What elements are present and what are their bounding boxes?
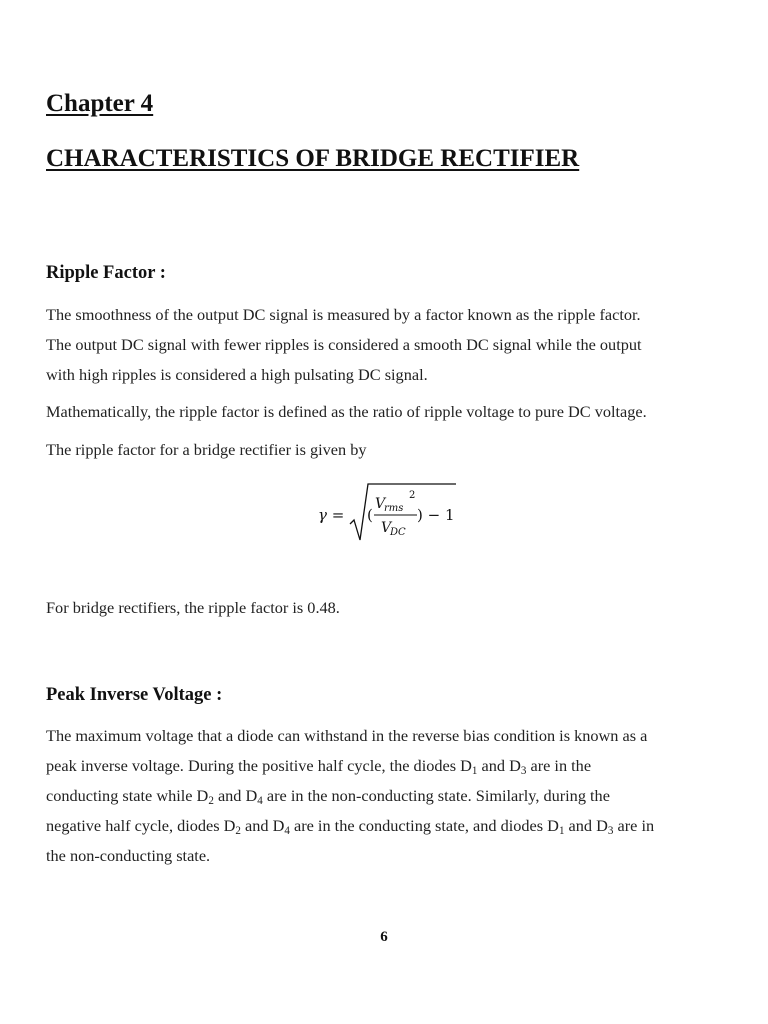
paragraph-line: The ripple factor for a bridge rectifier is given by: [46, 440, 367, 459]
paragraph-line: with high ripples is considered a high pulsating DC signal.: [46, 365, 428, 384]
paragraph-line: The maximum voltage that a diode can withstand in the reverse bias condition is known as a: [46, 726, 648, 745]
piv-paragraph: [46, 721, 726, 871]
formula-lhs: γ =: [318, 506, 345, 524]
ripple-factor-formula: [318, 478, 468, 542]
ripple-value-paragraph: [46, 593, 726, 623]
formula-numerator: V: [375, 496, 386, 512]
ripple-factor-paragraph: [46, 300, 726, 390]
ripple-definition-paragraph: [46, 397, 726, 427]
paragraph-line: negative half cycle, diodes $D_2$ and $D_4$ are in the conducting state, and diodes $D_1$ and $D_3$ are in: [46, 816, 655, 838]
paragraph-line: Mathematically, the ripple factor is defined as the ratio of ripple voltage to pure DC voltage.: [46, 402, 647, 421]
formula-exponent: 2: [409, 490, 416, 501]
paragraph-line: the non-conducting state.: [46, 846, 211, 865]
paragraph-line: For bridge rectifiers, the ripple factor is 0.48.: [46, 598, 340, 617]
formula-open-paren: (: [367, 506, 373, 524]
paragraph-line: conducting state while $D_2$ and $D_4$ are in the non-conducting state. Similarly, during the: [46, 786, 610, 808]
ripple-factor-heading: Ripple Factor :: [46, 263, 166, 283]
formula-denominator-sub: DC: [390, 527, 406, 538]
chapter-label: Chapter 4: [46, 90, 154, 117]
formula-minus-one: ) − 1: [417, 506, 455, 524]
formula-numerator-sub: rms: [384, 503, 404, 514]
peak-inverse-voltage-heading: Peak Inverse Voltage :: [46, 685, 223, 705]
paragraph-line: The output DC signal with fewer ripples is considered a smooth DC signal while the output: [46, 335, 642, 354]
paragraph-line: peak inverse voltage. During the positive half cycle, the diodes $D_1$ and $D_3$ are in the: [46, 756, 592, 778]
page-number: 6: [380, 929, 388, 945]
formula-denominator: V: [381, 520, 392, 536]
ripple-formula-intro: [46, 435, 726, 465]
chapter-title: CHARACTERISTICS OF BRIDGE RECTIFIER: [46, 145, 580, 172]
formula-graphic: [318, 478, 468, 542]
paragraph-line: The smoothness of the output DC signal is measured by a factor known as the ripple factor.: [46, 305, 641, 324]
